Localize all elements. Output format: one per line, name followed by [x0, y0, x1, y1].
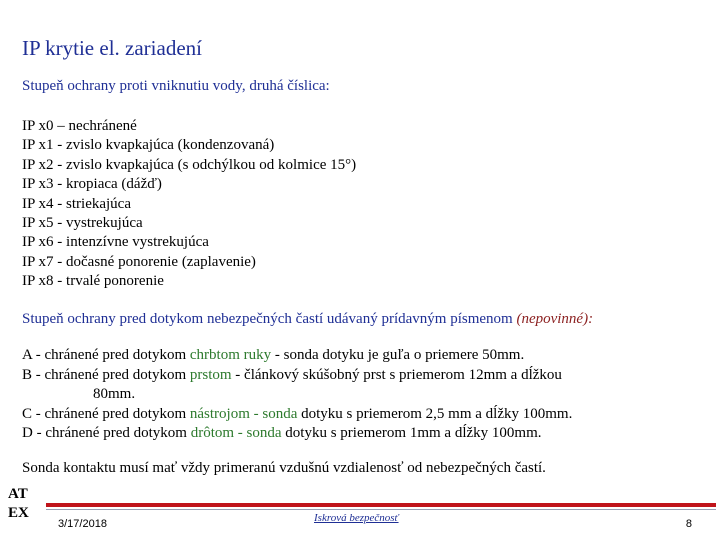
item-prefix: B - chránené pred dotykom [22, 366, 190, 383]
slide-title: IP krytie el. zariadení [22, 36, 202, 60]
list-item: IP x7 - dočasné ponorenie (zaplavenie) [22, 253, 256, 270]
list-item: IP x8 - trvalé ponorenie [22, 273, 164, 290]
item-prefix: D - chránené pred dotykom [22, 425, 191, 442]
water-protection-heading: Stupeň ochrany proti vniknutiu vody, druhá číslica: [22, 78, 330, 94]
item-highlight: prstom [189, 366, 232, 383]
list-item: IP x5 - vystrekujúca [22, 215, 143, 232]
item-suffix: dotyku s priemerom 1mm a dĺžky 100mm. [281, 425, 542, 442]
list-item-b-continuation: 80mm. [93, 386, 136, 403]
water-protection-list [22, 117, 356, 292]
list-item-d [22, 424, 572, 444]
optional-note: (nepovinné): [516, 311, 594, 327]
item-prefix: A - chránené pred dotykom [22, 347, 190, 363]
touch-protection-list [22, 346, 572, 444]
item-suffix: - sonda dotyku je guľa o priemere 50mm. [271, 347, 525, 363]
footer-date: 3/17/2018 [58, 518, 107, 530]
item-highlight: drôtom - sonda [190, 425, 282, 442]
list-item-c [22, 405, 572, 425]
list-item: IP x4 - striekajúca [22, 195, 131, 212]
footer-divider [46, 503, 716, 507]
footer-title: Iskrová bezpečnosť [314, 512, 399, 524]
atex-logo [8, 485, 29, 523]
list-item: IP x3 - kropiaca (dážď) [22, 176, 162, 193]
touch-protection-heading [22, 311, 593, 328]
footer-divider-thin [46, 509, 716, 510]
item-highlight: nástrojom - sonda [189, 405, 298, 422]
list-item-a [22, 346, 572, 366]
item-suffix: dotyku s priemerom 2,5 mm a dĺžky 100mm. [297, 405, 573, 422]
list-item-b [22, 366, 572, 386]
item-suffix: - článkový skúšobný prst s priemerom 12mm a dĺžkou [231, 366, 562, 383]
item-prefix: C - chránené pred dotykom [22, 405, 190, 422]
contact-probe-note: Sonda kontaktu musí mať vždy primeranú vzdušnú vzdialenosť od nebezpečných častí. [22, 460, 546, 476]
list-item: IP x1 - zvislo kvapkajúca (kondenzovaná) [22, 137, 275, 154]
page-number: 8 [685, 518, 692, 530]
list-item: IP x0 – nechránené [22, 118, 137, 134]
logo-line-1: AT [8, 486, 28, 502]
touch-protection-heading-text: Stupeň ochrany pred dotykom nebezpečných častí udávaný prídavným písmenom [22, 311, 517, 327]
logo-line-2: EX [8, 505, 29, 521]
item-highlight: chrbtom ruky [189, 347, 272, 363]
list-item: IP x6 - intenzívne vystrekujúca [22, 234, 209, 251]
list-item: IP x2 - zvislo kvapkajúca (s odchýlkou od kolmice 15°) [22, 156, 357, 173]
